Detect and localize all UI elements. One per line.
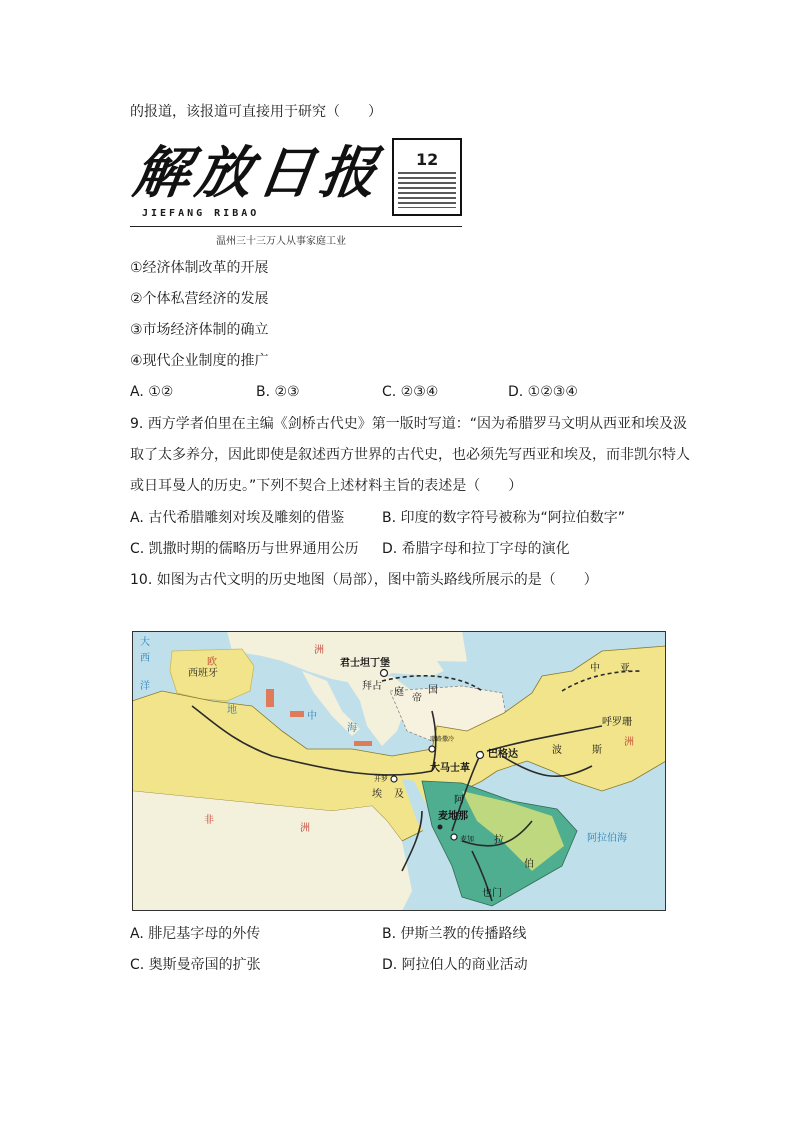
map-label-europe-1: 欧	[207, 657, 217, 668]
q8-item-3: ③市场经济体制的确立	[130, 322, 269, 338]
q10-option-b[interactable]: B. 伊斯兰教的传播路线	[382, 926, 527, 942]
q9-option-b[interactable]: B. 印度的数字符号被称为“阿拉伯数字”	[382, 510, 626, 526]
map-label-persia-2: 斯	[592, 745, 602, 756]
map-label-med-1: 地	[227, 705, 237, 716]
map-label-jerusalem: 耶路撒冷	[430, 736, 455, 743]
map-marker-constantinople	[381, 670, 388, 677]
q8-option-b[interactable]: B. ②③	[256, 384, 300, 400]
map-marker-mecca	[451, 834, 457, 840]
map-label-byzantine-4: 国	[428, 685, 438, 696]
map-label-khorasan: 呼罗珊	[602, 717, 632, 728]
map-island-3	[354, 741, 372, 746]
map-marker-baghdad	[477, 752, 484, 759]
q8-option-a[interactable]: A. ①②	[130, 384, 174, 400]
map-marker-medina	[438, 825, 443, 830]
map-label-constantinople: 君士坦丁堡	[340, 658, 390, 669]
map-label-arabian-sea: 阿拉伯海	[587, 833, 627, 844]
newspaper-date-day: 12	[416, 150, 439, 169]
map-label-central-asia-1: 中	[590, 663, 600, 674]
map-marker-jerusalem	[429, 746, 435, 752]
q8-stem-tail: 的报道，该报道可直接用于研究（ ）	[130, 104, 382, 120]
newspaper-title: 解放日报	[129, 140, 387, 206]
map-label-atlantic-1: 大	[140, 637, 150, 648]
q9-stem-line-2: 取了太多养分，因此即使是叙述西方世界的古代史，也必须先写西亚和埃及，而非凯尔特人	[130, 447, 690, 463]
map-label-africa-1: 非	[204, 815, 214, 826]
map-label-persia-1: 波	[552, 745, 562, 756]
map-label-byzantine-3: 帝	[412, 693, 422, 704]
newspaper-date-box	[392, 138, 462, 216]
map-label-arabia-3: 伯	[524, 859, 534, 870]
newspaper-title-latin: JIEFANG RIBAO	[142, 208, 260, 219]
map-label-damascus: 大马士革	[430, 763, 470, 774]
q8-item-1: ①经济体制改革的开展	[130, 260, 269, 276]
map-marker-cairo	[391, 776, 397, 782]
map-label-baghdad: 巴格达	[488, 749, 518, 760]
map-island-2	[290, 711, 304, 717]
map-label-yemen: 也门	[482, 888, 502, 899]
q10-option-a[interactable]: A. 腓尼基字母的外传	[130, 926, 261, 942]
map-label-asia: 洲	[624, 737, 634, 748]
newspaper-date-fineprint	[398, 172, 456, 208]
map-label-medina: 麦地那	[438, 811, 468, 822]
map-label-africa-2: 洲	[300, 823, 310, 834]
map-label-med-2: 中	[307, 711, 317, 722]
map-label-atlantic-2: 西	[140, 653, 150, 664]
q9-option-d[interactable]: D. 希腊字母和拉丁字母的演化	[382, 541, 570, 557]
q9-option-a[interactable]: A. 古代希腊雕刻对埃及雕刻的借鉴	[130, 510, 345, 526]
newspaper-rule	[130, 226, 462, 227]
map-label-med-3: 海	[347, 723, 357, 734]
map-label-arabia-2: 拉	[494, 835, 504, 846]
map-label-byzantine-1: 拜占	[362, 681, 382, 692]
map-label-egypt-2: 及	[394, 789, 404, 800]
map-label-egypt-1: 埃	[372, 789, 382, 800]
q10-option-d[interactable]: D. 阿拉伯人的商业活动	[382, 957, 528, 973]
newspaper-headline: 温州三十三万人从事家庭工业	[216, 236, 346, 247]
q8-option-d[interactable]: D. ①②③④	[508, 384, 578, 400]
q10-stem: 10. 如图为古代文明的历史地图（局部），图中箭头路线所展示的是（ ）	[130, 572, 598, 588]
map-island-1	[266, 689, 274, 707]
map-label-europe-2: 洲	[314, 645, 324, 656]
map-label-central-asia-2: 亚	[620, 663, 630, 674]
map-africa	[132, 791, 412, 911]
newspaper-masthead	[130, 138, 462, 250]
historical-map	[132, 631, 666, 911]
map-label-cairo: 开罗	[374, 775, 388, 783]
q8-option-c[interactable]: C. ②③④	[382, 384, 439, 400]
map-label-byzantine-2: 庭	[394, 687, 404, 698]
map-label-atlantic-3: 洋	[140, 681, 150, 692]
q8-item-2: ②个体私营经济的发展	[130, 291, 269, 307]
q9-option-c[interactable]: C. 凯撒时期的儒略历与世界通用公历	[130, 541, 359, 557]
q9-stem-line-3: 或日耳曼人的历史。”下列不契合上述材料主旨的表述是（ ）	[130, 478, 523, 494]
map-label-spain: 西班牙	[188, 668, 218, 679]
map-label-arabia-1: 阿	[454, 795, 464, 806]
map-label-mecca: 麦加	[460, 835, 474, 843]
q10-option-c[interactable]: C. 奥斯曼帝国的扩张	[130, 957, 261, 973]
q8-item-4: ④现代企业制度的推广	[130, 353, 269, 369]
q9-stem-line-1: 9. 西方学者伯里在主编《剑桥古代史》第一版时写道：“因为希腊罗马文明从西亚和埃及汲	[130, 416, 688, 432]
